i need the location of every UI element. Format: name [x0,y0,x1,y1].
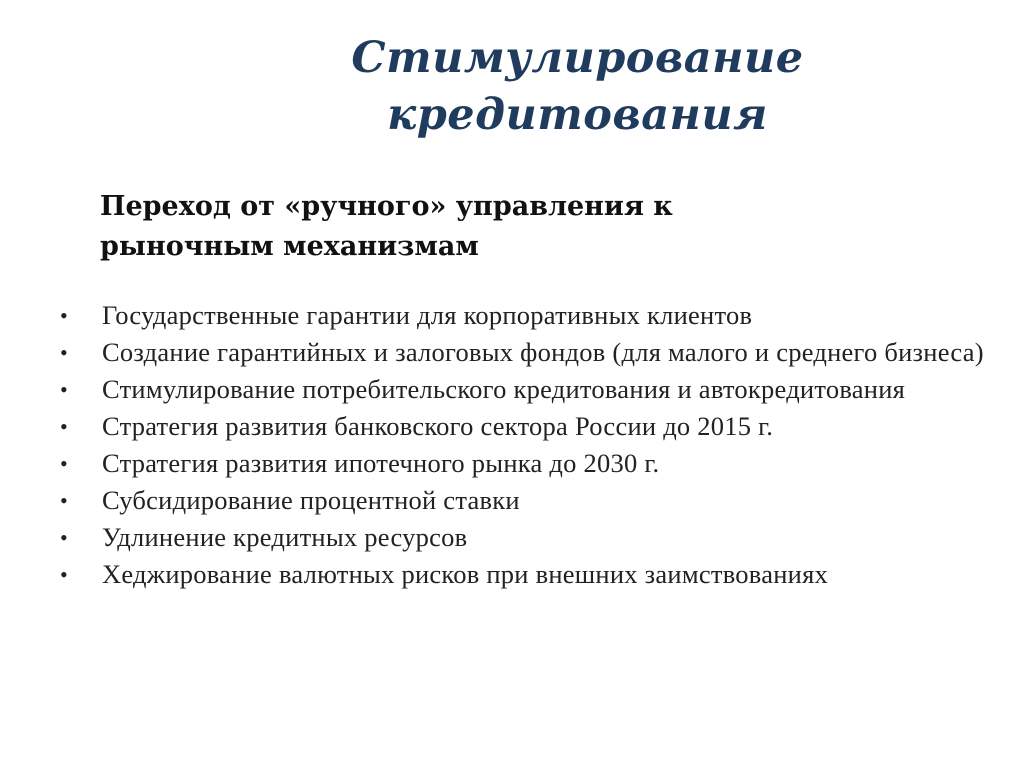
bullet-icon: • [60,451,68,476]
list-item [58,449,988,479]
bullet-text: Удлинение кредитных ресурсов [102,522,468,552]
bullet-text: Стратегия развития ипотечного рынка до 2030 г. [102,448,660,478]
bullet-text: Создание гарантийных и залоговых фондов (для малого и среднего бизнеса) [102,337,984,367]
list-item [58,523,988,553]
list-item [58,375,988,405]
bullet-icon: • [60,562,68,587]
bullet-icon: • [60,303,68,328]
list-item [58,301,988,331]
list-item [58,412,988,442]
bullet-icon: • [60,340,68,365]
bullet-text: Субсидирование процентной ставки [102,485,520,515]
list-item [58,560,988,590]
bullet-icon: • [60,525,68,550]
bullet-text: Стратегия развития банковского сектора России до 2015 г. [102,411,774,441]
slide-subtitle: Переход от «ручного» управления к рыночным механизмам [100,191,673,262]
list-item [58,338,988,368]
bullet-text: Государственные гарантии для корпоративных клиентов [102,300,753,330]
bullet-list [58,301,988,597]
slide-title: Стимулирование кредитования [351,33,804,140]
bullet-icon: • [60,488,68,513]
bullet-text: Стимулирование потребительского кредитования и автокредитования [102,374,906,404]
bullet-text: Хеджирование валютных рисков при внешних заимствованиях [102,559,829,589]
bullet-icon: • [60,377,68,402]
list-item [58,486,988,516]
bullet-icon: • [60,414,68,439]
